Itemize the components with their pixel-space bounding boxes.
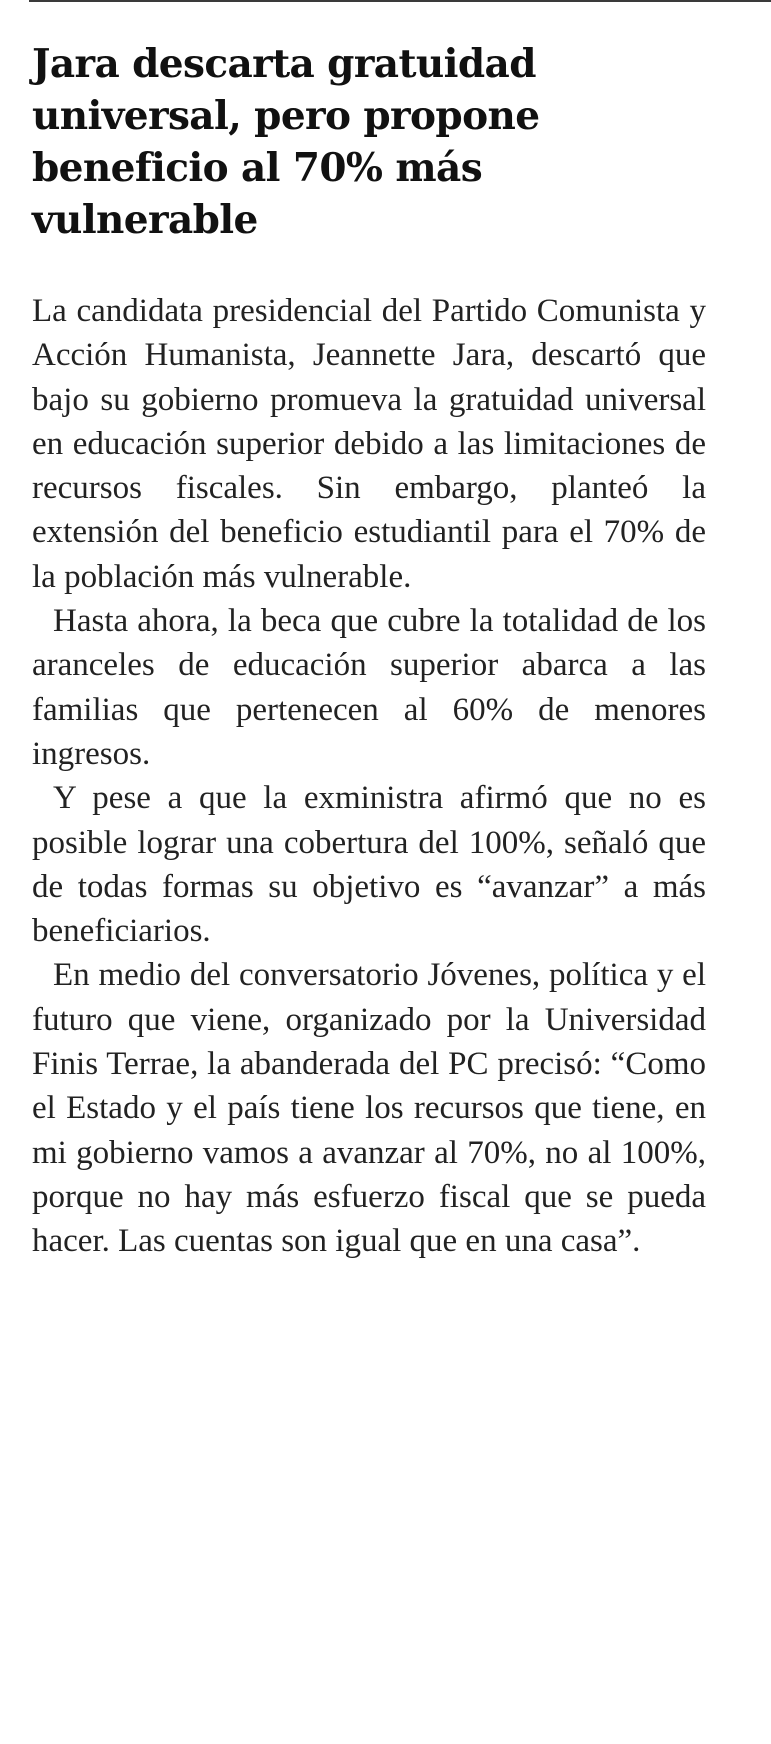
news-article xyxy=(32,38,706,1264)
top-divider-rule xyxy=(29,0,771,2)
article-headline: Jara descarta gratuidad universal, pero propone beneficio al 70% más vulnerable xyxy=(32,41,540,243)
article-paragraph-2: Hasta ahora, la beca que cubre la totalidad de los aranceles de educación superior abarca a las familias que pertenecen al 60% de menores ingresos. xyxy=(32,603,706,772)
article-paragraph-3: Y pese a que la exministra afirmó que no es posible lograr una cobertura del 100%, señaló que de todas formas su objetivo es “avanzar” a más beneficiarios. xyxy=(32,780,706,950)
article-paragraph-4: En medio del conversatorio Jóvenes, política y el futuro que viene, organizado por la Universidad Finis Terrae, la abanderada del PC precisó: “Como el Estado y el país tiene los recursos que tiene, en mi gobierno vamos a avanzar al 70%, no al 100%, porque no hay más esfuerzo fiscal que se pueda hacer. Las cuentas son igual que en una casa”. xyxy=(32,957,706,1260)
article-paragraph-1: La candidata presidencial del Partido Comunista y Acción Humanista, Jeannette Jara, descartó que bajo su gobierno promueva la gratuidad universal en educación superior debido a las limitaciones de recursos fiscales. Sin embargo, planteó la extensión del beneficio estudiantil para el 70% de la población más vulnerable. xyxy=(32,293,706,595)
